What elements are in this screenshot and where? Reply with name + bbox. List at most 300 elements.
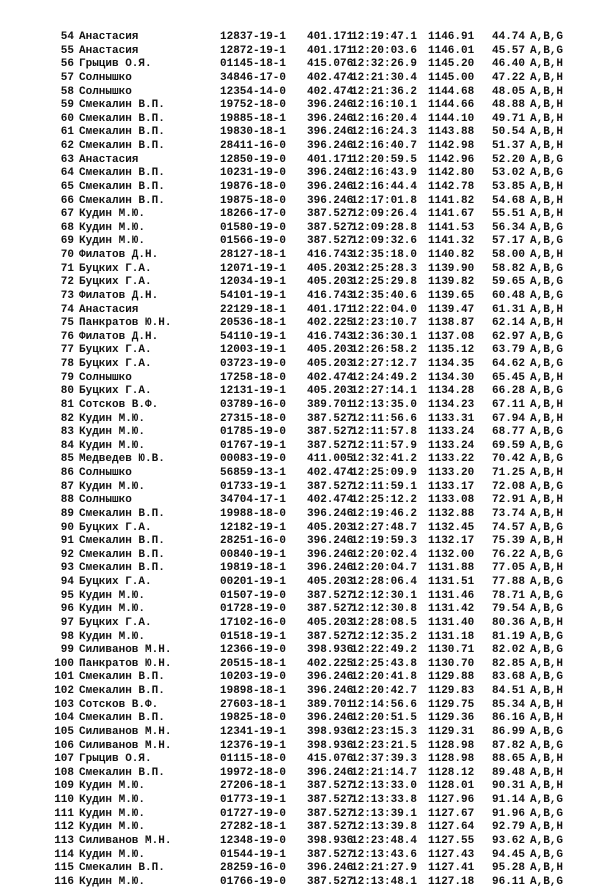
table-row [0,494,600,508]
speed: 1131.51 [428,576,475,588]
arrival-time: 12:22:04.0 [351,303,418,316]
row-number: 64 [60,167,74,180]
distance: 387.527 [307,589,354,602]
arrival-time: 12:09:28.8 [351,221,418,234]
row-number: 89 [60,507,74,520]
class-codes: A,B,H [530,58,564,71]
speed: 1131.18 [428,630,475,643]
participant-name: Кудин М.Ю. [79,221,146,234]
class-codes: A,B,H [530,753,564,766]
results-list [0,31,600,889]
speed: 1139.47 [428,303,475,316]
participant-name: Анастасия [79,153,139,166]
row-number: 65 [60,180,74,193]
table-row [0,590,600,604]
speed: 1140.82 [428,249,475,261]
speed: 1127.43 [428,848,475,861]
ring-number: 00083-19-0 [220,453,287,466]
table-row [0,154,600,168]
participant-name: Анастасия [79,303,139,316]
arrival-time: 12:28:06.4 [351,576,418,588]
coefficient: 82.85 [492,657,526,670]
arrival-time: 12:11:57.9 [351,439,418,452]
row-number: 113 [54,834,74,847]
coefficient: 72.91 [492,494,526,507]
coefficient: 62.97 [492,330,526,343]
class-codes: A,B,H [530,507,564,520]
speed: 1133.22 [428,453,475,466]
table-row [0,481,600,495]
ring-number: 01785-19-0 [220,426,287,439]
coefficient: 65.45 [492,371,526,384]
row-number: 54 [60,31,74,43]
distance: 402.474 [307,71,354,84]
arrival-time: 12:20:41.8 [351,671,418,684]
row-number: 73 [60,289,74,302]
class-codes: A,B,G [530,344,564,357]
ring-number: 12131-19-1 [220,385,287,398]
speed: 1144.68 [428,85,475,98]
coefficient: 83.68 [492,671,526,684]
class-codes: A,B,G [530,521,564,534]
class-codes: A,B,G [530,439,564,452]
ring-number: 12872-19-1 [220,44,287,57]
coefficient: 54.68 [492,194,526,207]
arrival-time: 12:16:44.4 [351,180,418,193]
speed: 1145.00 [428,71,475,84]
ring-number: 28127-18-1 [220,249,287,261]
table-row [0,58,600,72]
ring-number: 54110-19-1 [220,330,287,343]
distance: 387.527 [307,848,354,861]
ring-number: 01580-19-0 [220,221,287,234]
table-row [0,140,600,154]
ring-number: 03789-16-0 [220,398,287,411]
ring-number: 12850-19-0 [220,153,287,166]
participant-name: Буцких Г.А. [79,276,152,289]
distance: 396.246 [307,167,354,180]
distance: 396.246 [307,712,354,725]
ring-number: 19819-18-1 [220,562,287,575]
speed: 1141.67 [428,208,475,221]
speed: 1133.08 [428,494,475,507]
speed: 1139.82 [428,276,475,289]
table-row [0,263,600,277]
coefficient: 70.42 [492,453,526,466]
arrival-time: 12:19:59.3 [351,535,418,548]
row-number: 114 [54,848,74,861]
table-row [0,849,600,863]
arrival-time: 12:11:56.6 [351,412,418,425]
arrival-time: 12:21:36.2 [351,85,418,98]
table-row [0,344,600,358]
coefficient: 89.48 [492,766,526,779]
participant-name: Смекалин В.П. [79,140,165,152]
class-codes: A,B,H [530,303,564,316]
participant-name: Филатов Д.Н. [79,249,159,261]
coefficient: 57.17 [492,235,526,248]
participant-name: Анастасия [79,31,139,43]
speed: 1133.24 [428,426,475,439]
speed: 1144.10 [428,112,475,125]
class-codes: A,B,H [530,317,564,330]
ring-number: 27603-18-1 [220,698,287,711]
ring-number: 22129-18-1 [220,303,287,316]
distance: 411.005 [307,453,354,466]
table-row [0,195,600,209]
participant-name: Анастасия [79,44,139,57]
coefficient: 75.39 [492,535,526,548]
arrival-time: 12:24:49.2 [351,371,418,384]
arrival-time: 12:35:18.0 [351,249,418,261]
participant-name: Филатов Д.Н. [79,289,159,302]
table-row [0,712,600,726]
coefficient: 60.48 [492,289,526,302]
row-number: 61 [60,126,74,139]
ring-number: 34704-17-1 [220,494,287,507]
class-codes: A,B,G [530,426,564,439]
ring-number: 17102-16-0 [220,616,287,629]
class-codes: A,B,H [530,398,564,411]
coefficient: 50.54 [492,126,526,139]
coefficient: 79.54 [492,603,526,616]
coefficient: 53.02 [492,167,526,180]
participant-name: Кудин М.Ю. [79,426,146,439]
coefficient: 77.05 [492,562,526,575]
class-codes: A,B,G [530,848,564,861]
class-codes: A,B,G [530,671,564,684]
row-number: 99 [60,644,74,657]
class-codes: A,B,H [530,862,564,875]
coefficient: 48.88 [492,99,526,112]
participant-name: Смекалин В.П. [79,180,165,193]
participant-name: Смекалин В.П. [79,99,165,112]
class-codes: A,B,H [530,780,564,793]
distance: 402.225 [307,657,354,670]
ring-number: 12366-19-0 [220,644,287,657]
arrival-time: 12:21:30.4 [351,71,418,84]
row-number: 112 [54,821,74,834]
ring-number: 19988-18-0 [220,507,287,520]
coefficient: 91.14 [492,794,526,806]
participant-name: Солнышко [79,85,132,98]
distance: 387.527 [307,235,354,248]
ring-number: 12071-19-1 [220,262,287,275]
distance: 387.527 [307,821,354,834]
ring-number: 01728-19-0 [220,603,287,616]
class-codes: A,B,G [530,548,564,561]
table-row [0,658,600,672]
ring-number: 12837-19-1 [220,31,287,43]
participant-name: Силиванов М.Н. [79,725,172,738]
ring-number: 27315-18-0 [220,412,287,425]
speed: 1130.70 [428,657,475,670]
distance: 396.246 [307,862,354,875]
distance: 402.225 [307,317,354,330]
row-number: 101 [54,671,74,684]
ring-number: 19752-18-0 [220,99,287,112]
row-number: 84 [60,439,74,452]
arrival-time: 12:23:15.3 [351,725,418,738]
distance: 401.171 [307,153,354,166]
distance: 405.203 [307,521,354,534]
participant-name: Панкратов Ю.Н. [79,657,172,670]
row-number: 87 [60,480,74,493]
row-number: 68 [60,221,74,234]
participant-name: Смекалин В.П. [79,712,165,725]
ring-number: 03723-19-0 [220,358,287,370]
class-codes: A,B,H [530,85,564,98]
speed: 1142.98 [428,140,475,152]
arrival-time: 12:13:33.8 [351,794,418,806]
participant-name: Кудин М.Ю. [79,848,146,861]
class-codes: A,B,G [530,289,564,302]
coefficient: 55.51 [492,208,526,221]
distance: 401.171 [307,44,354,57]
participant-name: Кудин М.Ю. [79,875,146,888]
participant-name: Кудин М.Ю. [79,794,146,806]
coefficient: 58.00 [492,249,526,261]
speed: 1129.75 [428,698,475,711]
row-number: 60 [60,112,74,125]
participant-name: Смекалин В.П. [79,862,165,875]
table-row [0,562,600,576]
speed: 1127.18 [428,875,475,888]
ring-number: 12003-19-1 [220,344,287,357]
class-codes: A,B,G [530,453,564,466]
speed: 1128.01 [428,780,475,793]
distance: 405.203 [307,262,354,275]
distance: 387.527 [307,221,354,234]
arrival-time: 12:16:43.9 [351,167,418,180]
table-row [0,794,600,808]
ring-number: 19825-18-0 [220,712,287,725]
distance: 396.246 [307,766,354,779]
row-number: 90 [60,521,74,534]
distance: 396.246 [307,180,354,193]
speed: 1131.42 [428,603,475,616]
distance: 387.527 [307,603,354,616]
table-row [0,821,600,835]
coefficient: 94.45 [492,848,526,861]
distance: 402.474 [307,494,354,507]
ring-number: 17258-18-0 [220,371,287,384]
table-row [0,808,600,822]
distance: 416.743 [307,330,354,343]
coefficient: 91.96 [492,807,526,820]
speed: 1145.20 [428,58,475,71]
arrival-time: 12:32:26.9 [351,58,418,71]
ring-number: 19876-18-0 [220,180,287,193]
class-codes: A,B,G [530,725,564,738]
speed: 1141.32 [428,235,475,248]
speed: 1141.82 [428,194,475,207]
participant-name: Медведев Ю.В. [79,453,165,466]
coefficient: 48.05 [492,85,526,98]
distance: 387.527 [307,480,354,493]
arrival-time: 12:16:40.7 [351,140,418,152]
speed: 1128.12 [428,766,475,779]
participant-name: Солнышко [79,371,132,384]
speed: 1146.01 [428,44,475,57]
table-row [0,426,600,440]
arrival-time: 12:25:09.9 [351,467,418,479]
speed: 1129.36 [428,712,475,725]
class-codes: A,B,H [530,71,564,84]
participant-name: Солнышко [79,71,132,84]
coefficient: 47.22 [492,71,526,84]
participant-name: Кудин М.Ю. [79,780,146,793]
speed: 1132.00 [428,548,475,561]
participant-name: Смекалин В.П. [79,535,165,548]
arrival-time: 12:09:32.6 [351,235,418,248]
table-row [0,304,600,318]
row-number: 103 [54,698,74,711]
distance: 396.246 [307,548,354,561]
ring-number: 01767-19-1 [220,439,287,452]
distance: 415.076 [307,58,354,71]
class-codes: A,B,H [530,616,564,629]
ring-number: 20536-18-1 [220,317,287,330]
table-row [0,453,600,467]
row-number: 105 [54,725,74,738]
row-number: 77 [60,344,74,357]
participant-name: Смекалин В.П. [79,167,165,180]
speed: 1129.31 [428,725,475,738]
table-row [0,113,600,127]
table-row [0,644,600,658]
arrival-time: 12:13:33.0 [351,780,418,793]
arrival-time: 12:37:39.3 [351,753,418,766]
coefficient: 72.08 [492,480,526,493]
ring-number: 01773-19-1 [220,794,287,806]
ring-number: 27206-18-1 [220,780,287,793]
ring-number: 27282-18-1 [220,821,287,834]
coefficient: 64.62 [492,358,526,370]
table-row [0,617,600,631]
row-number: 72 [60,276,74,289]
coefficient: 62.14 [492,317,526,330]
distance: 396.246 [307,99,354,112]
table-row [0,699,600,713]
row-number: 96 [60,603,74,616]
speed: 1134.35 [428,358,475,370]
row-number: 80 [60,385,74,398]
speed: 1131.40 [428,616,475,629]
coefficient: 81.19 [492,630,526,643]
class-codes: A,B,H [530,99,564,112]
ring-number: 10203-19-0 [220,671,287,684]
ring-number: 19875-18-0 [220,194,287,207]
arrival-time: 12:13:39.1 [351,807,418,820]
class-codes: A,B,G [530,834,564,847]
speed: 1127.96 [428,794,475,806]
class-codes: A,B,G [530,235,564,248]
ring-number: 19972-18-0 [220,766,287,779]
table-row [0,413,600,427]
coefficient: 92.79 [492,821,526,834]
distance: 396.246 [307,194,354,207]
row-number: 59 [60,99,74,112]
participant-name: Силиванов М.Н. [79,834,172,847]
ring-number: 19885-18-1 [220,112,287,125]
distance: 416.743 [307,289,354,302]
distance: 389.701 [307,398,354,411]
table-row [0,331,600,345]
table-row [0,31,600,45]
arrival-time: 12:25:43.8 [351,657,418,670]
coefficient: 86.16 [492,712,526,725]
table-row [0,99,600,113]
table-row [0,862,600,876]
class-codes: A,B,G [530,262,564,275]
row-number: 109 [54,780,74,793]
participant-name: Сотсков В.Ф. [79,398,159,411]
arrival-time: 12:36:30.1 [351,330,418,343]
speed: 1142.80 [428,167,475,180]
participant-name: Кудин М.Ю. [79,807,146,820]
arrival-time: 12:32:41.2 [351,453,418,466]
coefficient: 90.31 [492,780,526,793]
arrival-time: 12:27:14.1 [351,385,418,398]
distance: 387.527 [307,412,354,425]
ring-number: 01766-19-0 [220,875,287,888]
table-row [0,167,600,181]
table-row [0,235,600,249]
row-number: 97 [60,616,74,629]
participant-name: Кудин М.Ю. [79,480,146,493]
arrival-time: 12:21:27.9 [351,862,418,875]
arrival-time: 12:20:03.6 [351,44,418,57]
arrival-time: 12:35:40.6 [351,289,418,302]
distance: 389.701 [307,698,354,711]
arrival-time: 12:20:02.4 [351,548,418,561]
class-codes: A,B,G [530,589,564,602]
class-codes: A,B,G [530,330,564,343]
class-codes: A,B,G [530,44,564,57]
table-row [0,467,600,481]
coefficient: 84.51 [492,685,526,697]
participant-name: Смекалин В.П. [79,126,165,139]
coefficient: 82.02 [492,644,526,657]
participant-name: Солнышко [79,494,132,507]
speed: 1133.31 [428,412,475,425]
participant-name: Кудин М.Ю. [79,589,146,602]
row-number: 107 [54,753,74,766]
distance: 387.527 [307,875,354,888]
arrival-time: 12:25:28.3 [351,262,418,275]
arrival-time: 12:16:20.4 [351,112,418,125]
row-number: 92 [60,548,74,561]
row-number: 91 [60,535,74,548]
row-number: 94 [60,576,74,588]
class-codes: A,B,H [530,194,564,207]
class-codes: A,B,G [530,276,564,289]
coefficient: 46.40 [492,58,526,71]
class-codes: A,B,G [530,875,564,888]
arrival-time: 12:21:14.7 [351,766,418,779]
participant-name: Грыцив О.Я. [79,58,152,71]
ring-number: 01145-18-1 [220,58,287,71]
row-number: 67 [60,208,74,221]
ring-number: 56859-13-1 [220,467,287,479]
class-codes: A,B,H [530,712,564,725]
speed: 1127.67 [428,807,475,820]
arrival-time: 12:20:04.7 [351,562,418,575]
ring-number: 12341-19-1 [220,725,287,738]
coefficient: 51.37 [492,140,526,152]
arrival-time: 12:12:30.1 [351,589,418,602]
